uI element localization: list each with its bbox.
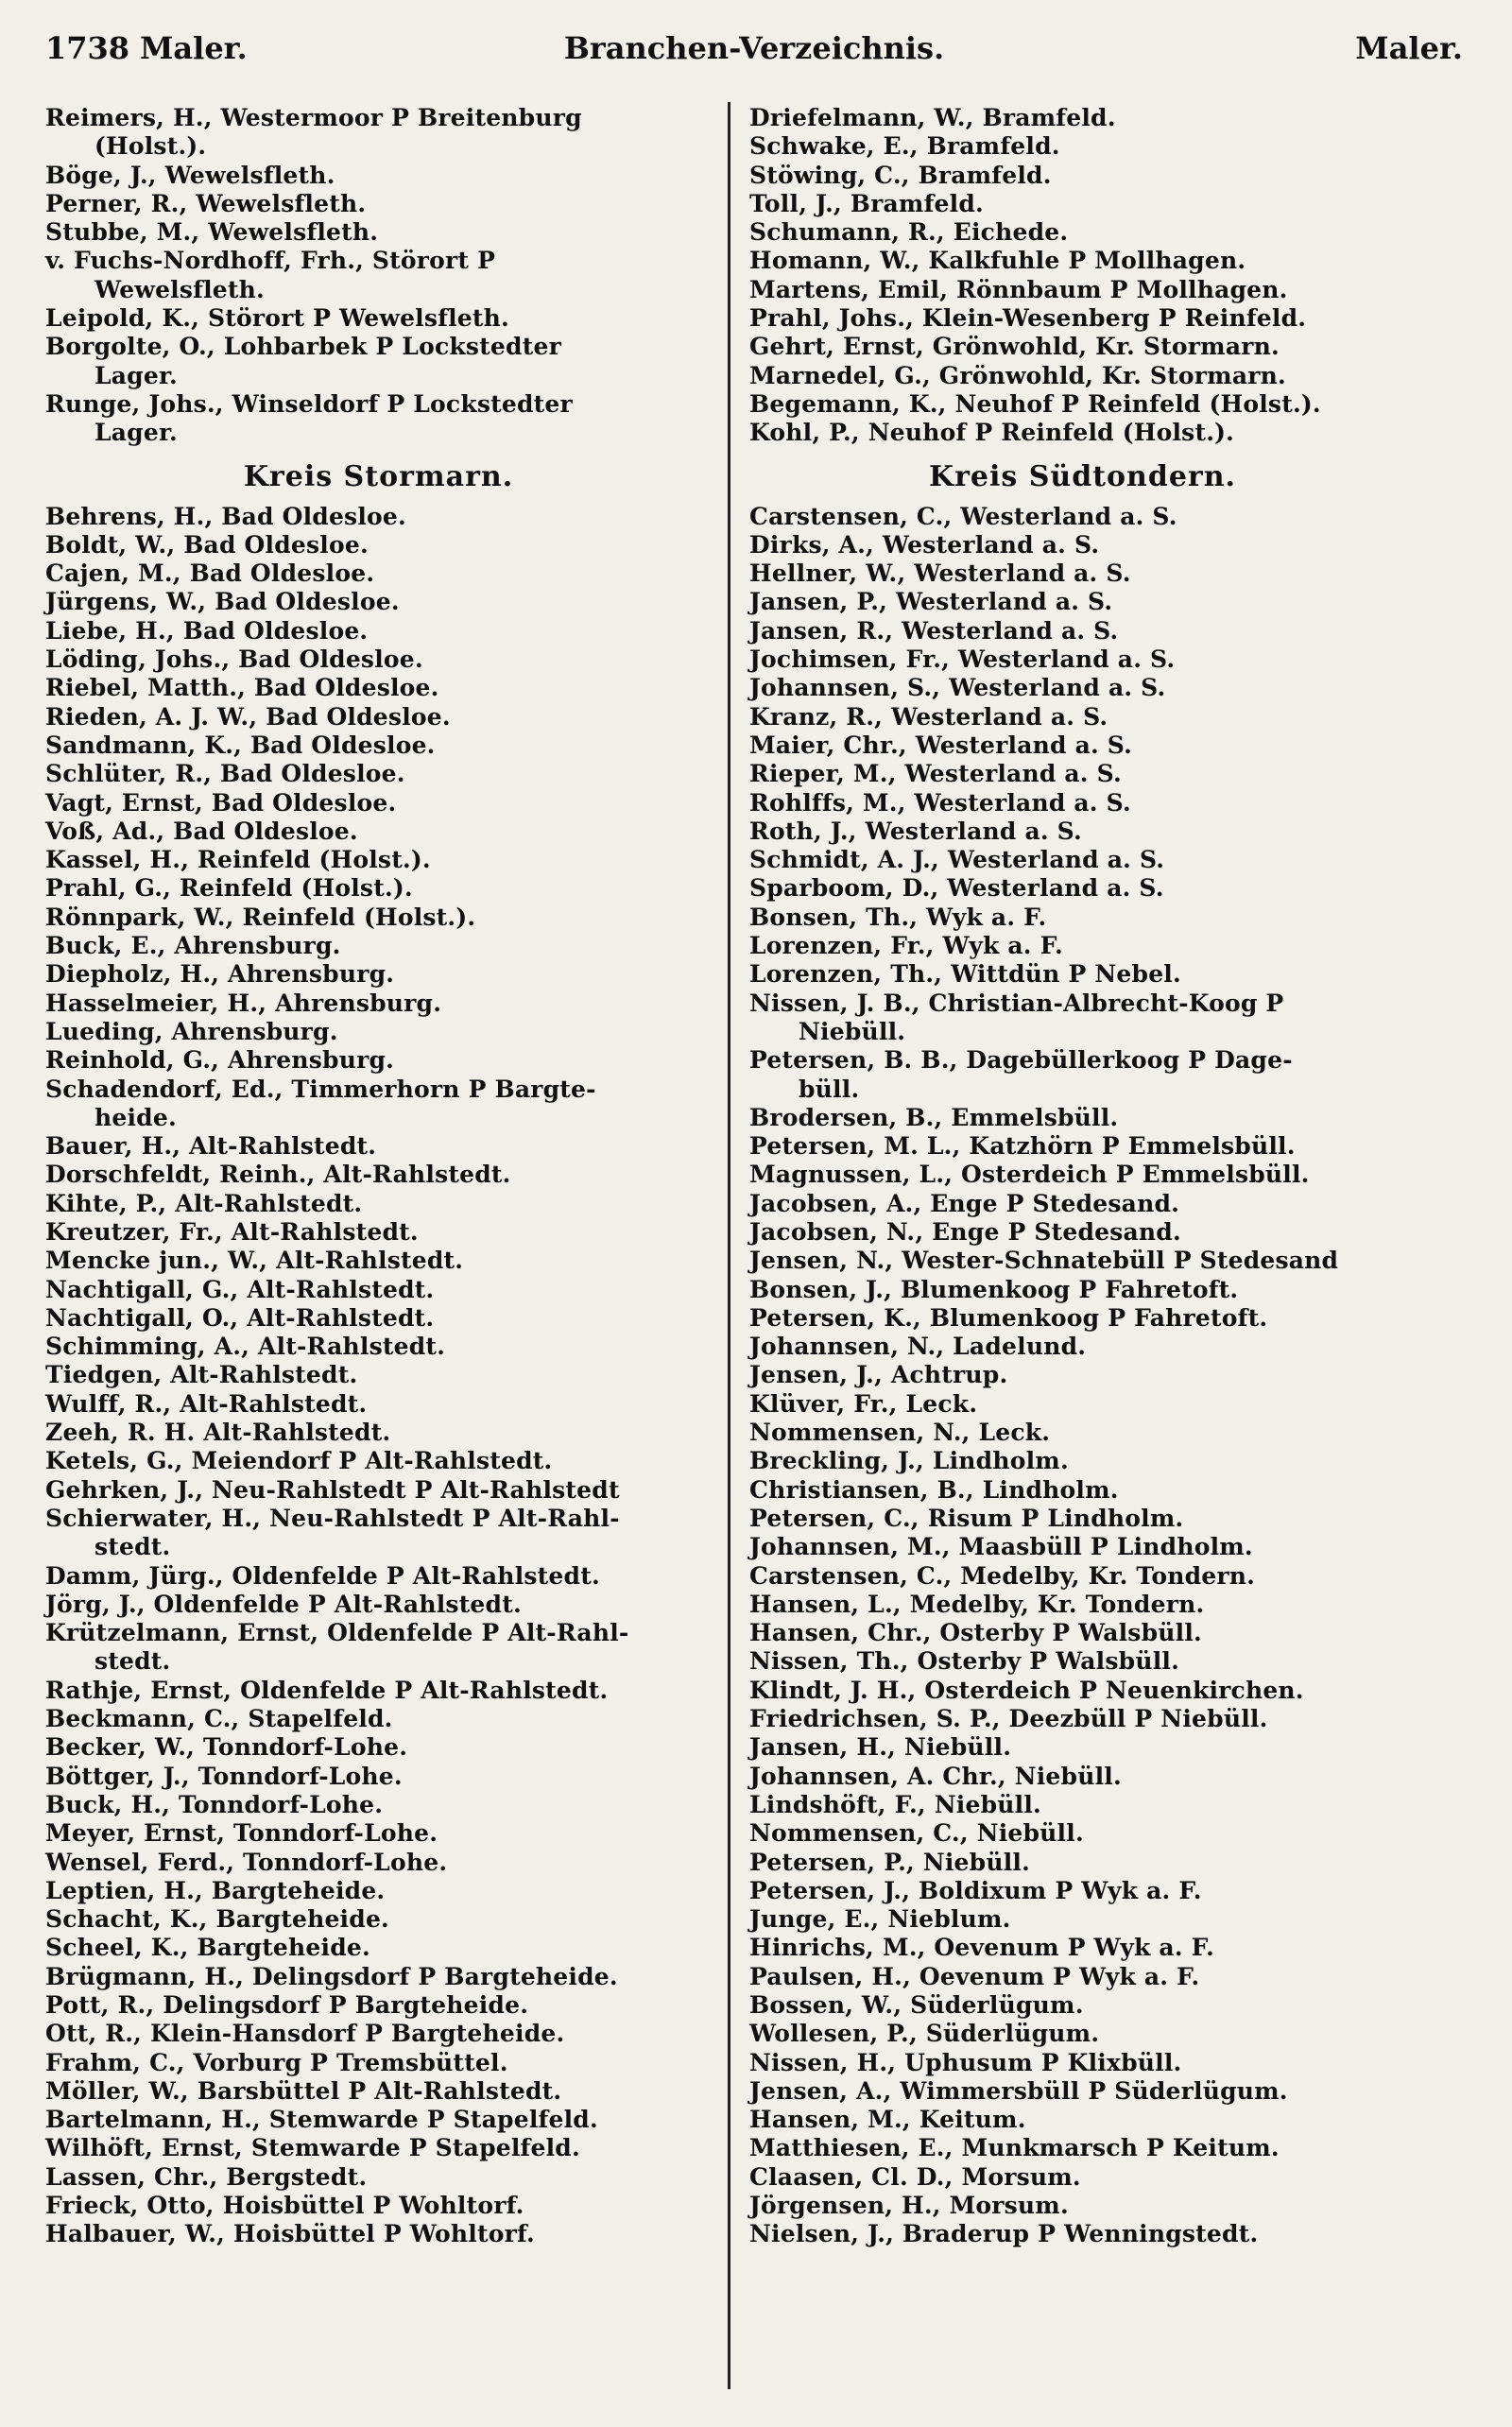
listing-entry: Johannsen, N., Ladelund. xyxy=(749,1333,1087,1361)
listing-entry: Sandmann, K., Bad Oldesloe. xyxy=(45,731,436,759)
header-center-title: Branchen-Verzeichnis. xyxy=(563,30,945,66)
listing-entry: Zeeh, R. H. Alt-Rahlstedt. xyxy=(45,1419,391,1447)
section-heading: Kreis Stormarn. xyxy=(243,459,514,493)
listing-entry: Leipold, K., Störort P Wewelsfleth. xyxy=(45,304,509,333)
listing-entry: Rohlffs, M., Westerland a. S. xyxy=(749,788,1131,817)
listing-entry: Perner, R., Wewelsfleth. xyxy=(45,189,367,217)
listing-entry: Hansen, Chr., Osterby P Walsbüll. xyxy=(749,1619,1202,1647)
listing-continuation: Lager. xyxy=(94,361,178,389)
listing-entry: Mencke jun., W., Alt-Rahlstedt. xyxy=(45,1247,464,1275)
listing-entry: Klüver, Fr., Leck. xyxy=(749,1389,978,1418)
listing-continuation: stedt. xyxy=(94,1647,171,1676)
listing-entry: Jensen, A., Wimmersbüll P Süderlügum. xyxy=(749,2076,1288,2105)
listing-entry: Petersen, J., Boldixum P Wyk a. F. xyxy=(749,1876,1202,1904)
listing-entry: Nommensen, N., Leck. xyxy=(749,1419,1051,1447)
header-right-title: Maler. xyxy=(1355,30,1463,66)
listing-entry: Gehrken, J., Neu-Rahlstedt P Alt-Rahlstedt xyxy=(45,1475,620,1504)
listing-entry: Hasselmeier, H., Ahrensburg. xyxy=(45,989,442,1017)
listing-entry: Scheel, K., Bargteheide. xyxy=(45,1934,370,1962)
header-left-title: Maler. xyxy=(140,30,248,66)
listing-continuation: Wewelsfleth. xyxy=(94,275,265,303)
listing-entry: Stöwing, C., Bramfeld. xyxy=(749,161,1052,189)
listing-entry: Hellner, W., Westerland a. S. xyxy=(749,559,1131,588)
listing-entry: Halbauer, W., Hoisbüttel P Wohltorf. xyxy=(45,2220,535,2248)
listing-entry: Nachtigall, G., Alt-Rahlstedt. xyxy=(45,1275,435,1303)
listing-entry: Kohl, P., Neuhof P Reinfeld (Holst.). xyxy=(749,419,1235,447)
listing-entry: Becker, W., Tonndorf-Lohe. xyxy=(45,1733,408,1762)
listing-entry: Voß, Ad., Bad Oldesloe. xyxy=(45,817,358,845)
listing-entry: Paulsen, H., Oevenum P Wyk a. F. xyxy=(749,1962,1200,1990)
listing-entry: Nommensen, C., Niebüll. xyxy=(749,1819,1084,1848)
listing-entry: Petersen, P., Niebüll. xyxy=(749,1848,1031,1876)
listing-entry: Reinhold, G., Ahrensburg. xyxy=(45,1046,395,1075)
listing-entry: Nissen, J. B., Christian-Albrecht-Koog P xyxy=(749,989,1284,1017)
listing-entry: Diepholz, H., Ahrensburg. xyxy=(45,960,395,989)
listing-entry: Schmidt, A. J., Westerland a. S. xyxy=(749,846,1165,874)
listing-entry: Bossen, W., Süderlügum. xyxy=(749,1991,1084,2019)
listing-entry: Brodersen, B., Emmelsbüll. xyxy=(749,1103,1119,1131)
listing-entry: Böttger, J., Tonndorf-Lohe. xyxy=(45,1762,403,1790)
listing-entry: Frahm, C., Vorburg P Tremsbüttel. xyxy=(45,2048,508,2076)
listing-entry: Vagt, Ernst, Bad Oldesloe. xyxy=(45,788,397,817)
listing-entry: Bartelmann, H., Stemwarde P Stapelfeld. xyxy=(45,2106,598,2134)
listing-entry: Pott, R., Delingsdorf P Bargteheide. xyxy=(45,1991,529,2019)
listing-entry: Sparboom, D., Westerland a. S. xyxy=(749,874,1164,903)
listing-entry: Schwake, E., Bramfeld. xyxy=(749,132,1060,161)
listing-entry: Tiedgen, Alt-Rahlstedt. xyxy=(45,1361,358,1389)
listing-entry: Breckling, J., Lindholm. xyxy=(749,1447,1069,1475)
listing-entry: Johannsen, M., Maasbüll P Lindholm. xyxy=(749,1533,1253,1561)
listing-entry: Buck, E., Ahrensburg. xyxy=(45,932,341,960)
listing-entry: Schadendorf, Ed., Timmerhorn P Bargte- xyxy=(45,1075,596,1103)
listing-entry: Hansen, M., Keitum. xyxy=(749,2106,1026,2134)
listing-continuation: Lager. xyxy=(94,419,178,447)
listing-continuation: büll. xyxy=(799,1075,860,1103)
listing-entry: Frieck, Otto, Hoisbüttel P Wohltorf. xyxy=(45,2192,524,2220)
listing-entry: Petersen, B. B., Dagebüllerkoog P Dage- xyxy=(749,1046,1293,1075)
page-header xyxy=(45,30,1463,76)
listing-entry: Junge, E., Nieblum. xyxy=(749,1905,1011,1934)
column-divider xyxy=(728,102,730,2389)
listing-entry: Hinrichs, M., Oevenum P Wyk a. F. xyxy=(749,1934,1214,1962)
listing-entry: Prahl, Johs., Klein-Wesenberg P Reinfeld. xyxy=(749,304,1307,333)
listing-entry: Jensen, J., Achtrup. xyxy=(749,1361,1008,1389)
listing-entry: Dorschfeldt, Reinh., Alt-Rahlstedt. xyxy=(45,1161,511,1189)
listing-continuation: heide. xyxy=(94,1103,177,1131)
listing-entry: Jansen, P., Westerland a. S. xyxy=(749,588,1113,616)
listing-entry: Jacobsen, A., Enge P Stedesand. xyxy=(749,1189,1180,1217)
listing-entry: Krützelmann, Ernst, Oldenfelde P Alt-Rahl- xyxy=(45,1619,629,1647)
listing-entry: Cajen, M., Bad Oldesloe. xyxy=(45,559,375,588)
listing-entry: Wensel, Ferd., Tonndorf-Lohe. xyxy=(45,1848,448,1876)
listing-entry: Petersen, M. L., Katzhörn P Emmelsbüll. xyxy=(749,1132,1296,1161)
listing-entry: Schacht, K., Bargteheide. xyxy=(45,1905,389,1934)
listing-entry: Brügmann, H., Delingsdorf P Bargteheide. xyxy=(45,1962,618,1990)
listing-entry: Jacobsen, N., Enge P Stedesand. xyxy=(749,1217,1181,1246)
listing-entry: Petersen, K., Blumenkoog P Fahretoft. xyxy=(749,1303,1268,1332)
listing-entry: Kihte, P., Alt-Rahlstedt. xyxy=(45,1189,363,1217)
listing-entry: Marnedel, G., Grönwohld, Kr. Stormarn. xyxy=(749,361,1286,389)
listing-entry: Leptien, H., Bargteheide. xyxy=(45,1876,386,1904)
listing-entry: Matthiesen, E., Munkmarsch P Keitum. xyxy=(749,2134,1280,2162)
listing-entry: Schumann, R., Eichede. xyxy=(749,218,1069,247)
listing-entry: Toll, J., Bramfeld. xyxy=(749,189,984,217)
listing-entry: Boldt, W., Bad Oldesloe. xyxy=(45,530,369,559)
right-column xyxy=(749,104,1416,2249)
listing-entry: Stubbe, M., Wewelsfleth. xyxy=(45,218,379,247)
listing-entry: Böge, J., Wewelsfleth. xyxy=(45,161,335,189)
listing-entry: Schimming, A., Alt-Rahlstedt. xyxy=(45,1333,446,1361)
listing-entry: Möller, W., Barsbüttel P Alt-Rahlstedt. xyxy=(45,2076,562,2105)
listing-continuation: (Holst.). xyxy=(94,132,207,161)
listing-entry: Carstensen, C., Medelby, Kr. Tondern. xyxy=(749,1561,1256,1590)
listing-entry: Beckmann, C., Stapelfeld. xyxy=(45,1705,393,1733)
listing-continuation: Niebüll. xyxy=(799,1017,906,1045)
listing-entry: Ketels, G., Meiendorf P Alt-Rahlstedt. xyxy=(45,1447,553,1475)
listing-entry: Löding, Johs., Bad Oldesloe. xyxy=(45,645,423,674)
listing-entry: Rieper, M., Westerland a. S. xyxy=(749,760,1122,788)
listing-continuation: stedt. xyxy=(94,1533,171,1561)
page-number: 1738 xyxy=(45,30,130,66)
listing-entry: Runge, Johs., Winseldorf P Lockstedter xyxy=(45,389,573,418)
listing-entry: Maier, Chr., Westerland a. S. xyxy=(749,731,1133,759)
listing-entry: Liebe, H., Bad Oldesloe. xyxy=(45,616,369,645)
listing-entry: Rieden, A. J. W., Bad Oldesloe. xyxy=(45,702,451,731)
listing-entry: Gehrt, Ernst, Grönwohld, Kr. Stormarn. xyxy=(749,333,1280,361)
listing-entry: Wollesen, P., Süderlügum. xyxy=(749,2020,1100,2048)
listing-entry: Driefelmann, W., Bramfeld. xyxy=(749,104,1116,131)
listing-entry: Rathje, Ernst, Oldenfelde P Alt-Rahlstedt. xyxy=(45,1676,609,1704)
listing-entry: Borgolte, O., Lohbarbek P Lockstedter xyxy=(45,333,561,361)
listing-entry: Nissen, H., Uphusum P Klixbüll. xyxy=(749,2048,1182,2076)
left-column xyxy=(45,104,712,2249)
listing-entry: Behrens, H., Bad Oldesloe. xyxy=(45,502,406,530)
listing-entry: Jansen, H., Niebüll. xyxy=(749,1733,1012,1762)
listing-entry: Johannsen, A. Chr., Niebüll. xyxy=(749,1762,1122,1790)
listing-entry: Ott, R., Klein-Hansdorf P Bargteheide. xyxy=(45,2020,565,2048)
listing-entry: Lorenzen, Th., Wittdün P Nebel. xyxy=(749,960,1181,989)
listing-entry: Claasen, Cl. D., Morsum. xyxy=(749,2162,1081,2191)
listing-entry: Damm, Jürg., Oldenfelde P Alt-Rahlstedt. xyxy=(45,1561,600,1590)
listing-entry: Christiansen, B., Lindholm. xyxy=(749,1475,1119,1504)
listing-entry: Wilhöft, Ernst, Stemwarde P Stapelfeld. xyxy=(45,2134,580,2162)
listing-entry: Bonsen, Th., Wyk a. F. xyxy=(749,903,1047,931)
directory-page xyxy=(45,17,1463,2408)
listing-entry: Johannsen, S., Westerland a. S. xyxy=(749,674,1166,702)
listing-entry: Hansen, L., Medelby, Kr. Tondern. xyxy=(749,1590,1205,1618)
section-heading: Kreis Südtondern. xyxy=(929,459,1236,493)
listing-entry: Jensen, N., Wester-Schnatebüll P Stedesand xyxy=(749,1247,1339,1275)
listing-entry: Nachtigall, O., Alt-Rahlstedt. xyxy=(45,1303,435,1332)
listing-entry: Dirks, A., Westerland a. S. xyxy=(749,530,1100,559)
listing-entry: Magnussen, L., Osterdeich P Emmelsbüll. xyxy=(749,1161,1310,1189)
listing-entry: Wulff, R., Alt-Rahlstedt. xyxy=(45,1389,368,1418)
listing-entry: Lueding, Ahrensburg. xyxy=(45,1017,338,1045)
listing-entry: Jochimsen, Fr., Westerland a. S. xyxy=(749,645,1176,674)
listing-entry: Meyer, Ernst, Tonndorf-Lohe. xyxy=(45,1819,438,1848)
listing-entry: Nissen, Th., Osterby P Walsbüll. xyxy=(749,1647,1179,1676)
listing-entry: Klindt, J. H., Osterdeich P Neuenkirchen. xyxy=(749,1676,1304,1704)
listing-entry: Kassel, H., Reinfeld (Holst.). xyxy=(45,846,431,874)
listing-entry: Bonsen, J., Blumenkoog P Fahretoft. xyxy=(749,1275,1239,1303)
listing-entry: Carstensen, C., Westerland a. S. xyxy=(749,502,1177,530)
listing-entry: Buck, H., Tonndorf-Lohe. xyxy=(45,1790,384,1818)
listing-entry: Homann, W., Kalkfuhle P Mollhagen. xyxy=(749,247,1246,275)
listing-entry: Jörgensen, H., Morsum. xyxy=(749,2192,1069,2220)
listing-entry: Schierwater, H., Neu-Rahlstedt P Alt-Rahl- xyxy=(45,1504,620,1532)
listing-entry: Lassen, Chr., Bergstedt. xyxy=(45,2162,368,2191)
listing-entry: Reimers, H., Westermoor P Breitenburg xyxy=(45,104,582,131)
listing-entry: Jürgens, W., Bad Oldesloe. xyxy=(45,588,400,616)
listing-entry: Bauer, H., Alt-Rahlstedt. xyxy=(45,1132,377,1161)
listing-entry: Nielsen, J., Braderup P Wenningstedt. xyxy=(749,2220,1259,2248)
listing-entry: Lindshöft, F., Niebüll. xyxy=(749,1790,1041,1818)
listing-entry: Prahl, G., Reinfeld (Holst.). xyxy=(45,874,413,903)
listing-entry: Martens, Emil, Rönnbaum P Mollhagen. xyxy=(749,275,1288,303)
listing-entry: Lorenzen, Fr., Wyk a. F. xyxy=(749,932,1063,960)
listing-entry: Petersen, C., Risum P Lindholm. xyxy=(749,1504,1184,1532)
listing-entry: v. Fuchs-Nordhoff, Frh., Störort P xyxy=(45,247,496,275)
listing-entry: Begemann, K., Neuhof P Reinfeld (Holst.). xyxy=(749,389,1321,418)
listing-entry: Jansen, R., Westerland a. S. xyxy=(749,616,1119,645)
listing-entry: Roth, J., Westerland a. S. xyxy=(749,817,1082,845)
listing-entry: Jörg, J., Oldenfelde P Alt-Rahlstedt. xyxy=(45,1590,522,1618)
listing-entry: Riebel, Matth., Bad Oldesloe. xyxy=(45,674,439,702)
listing-entry: Kranz, R., Westerland a. S. xyxy=(749,702,1108,731)
listing-entry: Friedrichsen, S. P., Deezbüll P Niebüll. xyxy=(749,1705,1268,1733)
listing-entry: Schlüter, R., Bad Oldesloe. xyxy=(45,760,405,788)
listing-entry: Kreutzer, Fr., Alt-Rahlstedt. xyxy=(45,1217,419,1246)
listing-entry: Rönnpark, W., Reinfeld (Holst.). xyxy=(45,903,476,931)
